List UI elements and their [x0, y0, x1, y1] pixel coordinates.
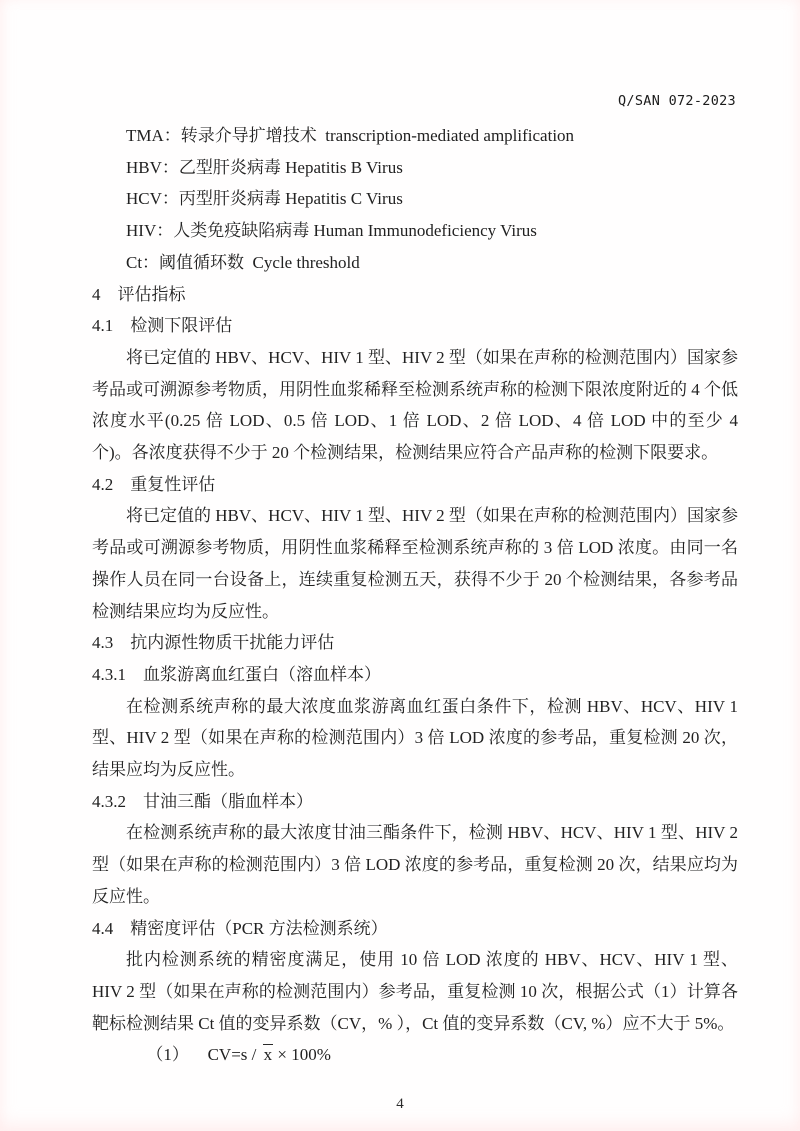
section-heading-4-1: 4.1 检测下限评估 — [92, 316, 233, 336]
section-heading-4-3-2: 4.3.2 甘油三酯（脂血样本） — [92, 791, 313, 811]
abbreviation-line-hbv: HBV：乙型肝炎病毒 Hepatitis B Virus — [126, 157, 403, 177]
abbreviation-line-hiv: HIV：人类免疫缺陷病毒 Human Immunodeficiency Virus — [126, 221, 537, 241]
section-heading-4-2: 4.2 重复性评估 — [92, 474, 216, 494]
paragraph-4-4: 批内检测系统的精密度满足，使用 10 倍 LOD 浓度的 HBV、HCV、HIV 1 型、HIV 2 型（如果在声称的检测范围内）参考品，重复检测 10 次，根据公式（1）计算各靶标检测结果 Ct 值的变异系数（CV，% ），Ct 值的变异系数（CV, %）应不大于 5%。 — [92, 950, 738, 1033]
section-heading-4-4: 4.4 精密度评估（PCR 方法检测系统） — [92, 918, 388, 938]
paragraph-4-3-1: 在检测系统声称的最大浓度血浆游离血红蛋白条件下，检测 HBV、HCV、HIV 1 型、HIV 2 型（如果在声称的检测范围内）3 倍 LOD 浓度的参考品，重复检测 20 次，结果应均为反应性。 — [92, 696, 738, 780]
paragraph-4-1: 将已定值的 HBV、HCV、HIV 1 型、HIV 2 型（如果在声称的检测范围内）国家参考品或可溯源参考物质，用阴性血浆稀释至检测系统声称的检测下限浓度附近的 4 个低浓度水平(0.25 倍 LOD、0.5 倍 LOD、1 倍 LOD、2 倍 LOD、4 倍 LOD 中的至少 4 个)。各浓度获得不少于 20 个检测结果，检测结果应符合产品声称的检测下限要求。 — [92, 347, 738, 463]
paragraph-4-3-2: 在检测系统声称的最大浓度甘油三酯条件下，检测 HBV、HCV、HIV 1 型、HIV 2 型（如果在声称的检测范围内）3 倍 LOD 浓度的参考品，重复检测 20 次，结果应均为反应性。 — [92, 823, 738, 906]
abbreviation-line-hcv: HCV：丙型肝炎病毒 Hepatitis C Virus — [126, 189, 403, 209]
formula-cv — [92, 1039, 738, 1071]
formula-label: （1） — [146, 1045, 189, 1065]
formula-xbar: x — [263, 1045, 273, 1065]
section-heading-4-3-1: 4.3.1 血浆游离血红蛋白（溶血样本） — [92, 664, 381, 684]
document-content — [92, 90, 738, 1071]
formula-rhs: × 100% — [273, 1045, 331, 1065]
page-header — [92, 90, 736, 112]
abbreviation-line-tma: TMA：转录介导扩增技术 transcription-mediated amplification — [126, 126, 575, 145]
section-heading-4-3: 4.3 抗内源性物质干扰能力评估 — [92, 633, 335, 653]
paragraph-4-2: 将已定值的 HBV、HCV、HIV 1 型、HIV 2 型（如果在声称的检测范围内）国家参考品或可溯源参考物质，用阴性血浆稀释至检测系统声称的 3 倍 LOD 浓度。由同一名操作人员在同一台设备上，连续重复检测五天，获得不少于 20 个检测结果，各参考品检测结果应均为反应性。 — [92, 506, 738, 621]
section-heading-4: 4 评估指标 — [92, 284, 186, 304]
page-number: 4 — [396, 1096, 404, 1112]
formula-lhs: CV=s / — [207, 1045, 261, 1065]
standard-code: Q/SAN 072-2023 — [618, 93, 736, 109]
abbreviation-line-ct: Ct：阈值循环数 Cycle threshold — [126, 252, 360, 272]
